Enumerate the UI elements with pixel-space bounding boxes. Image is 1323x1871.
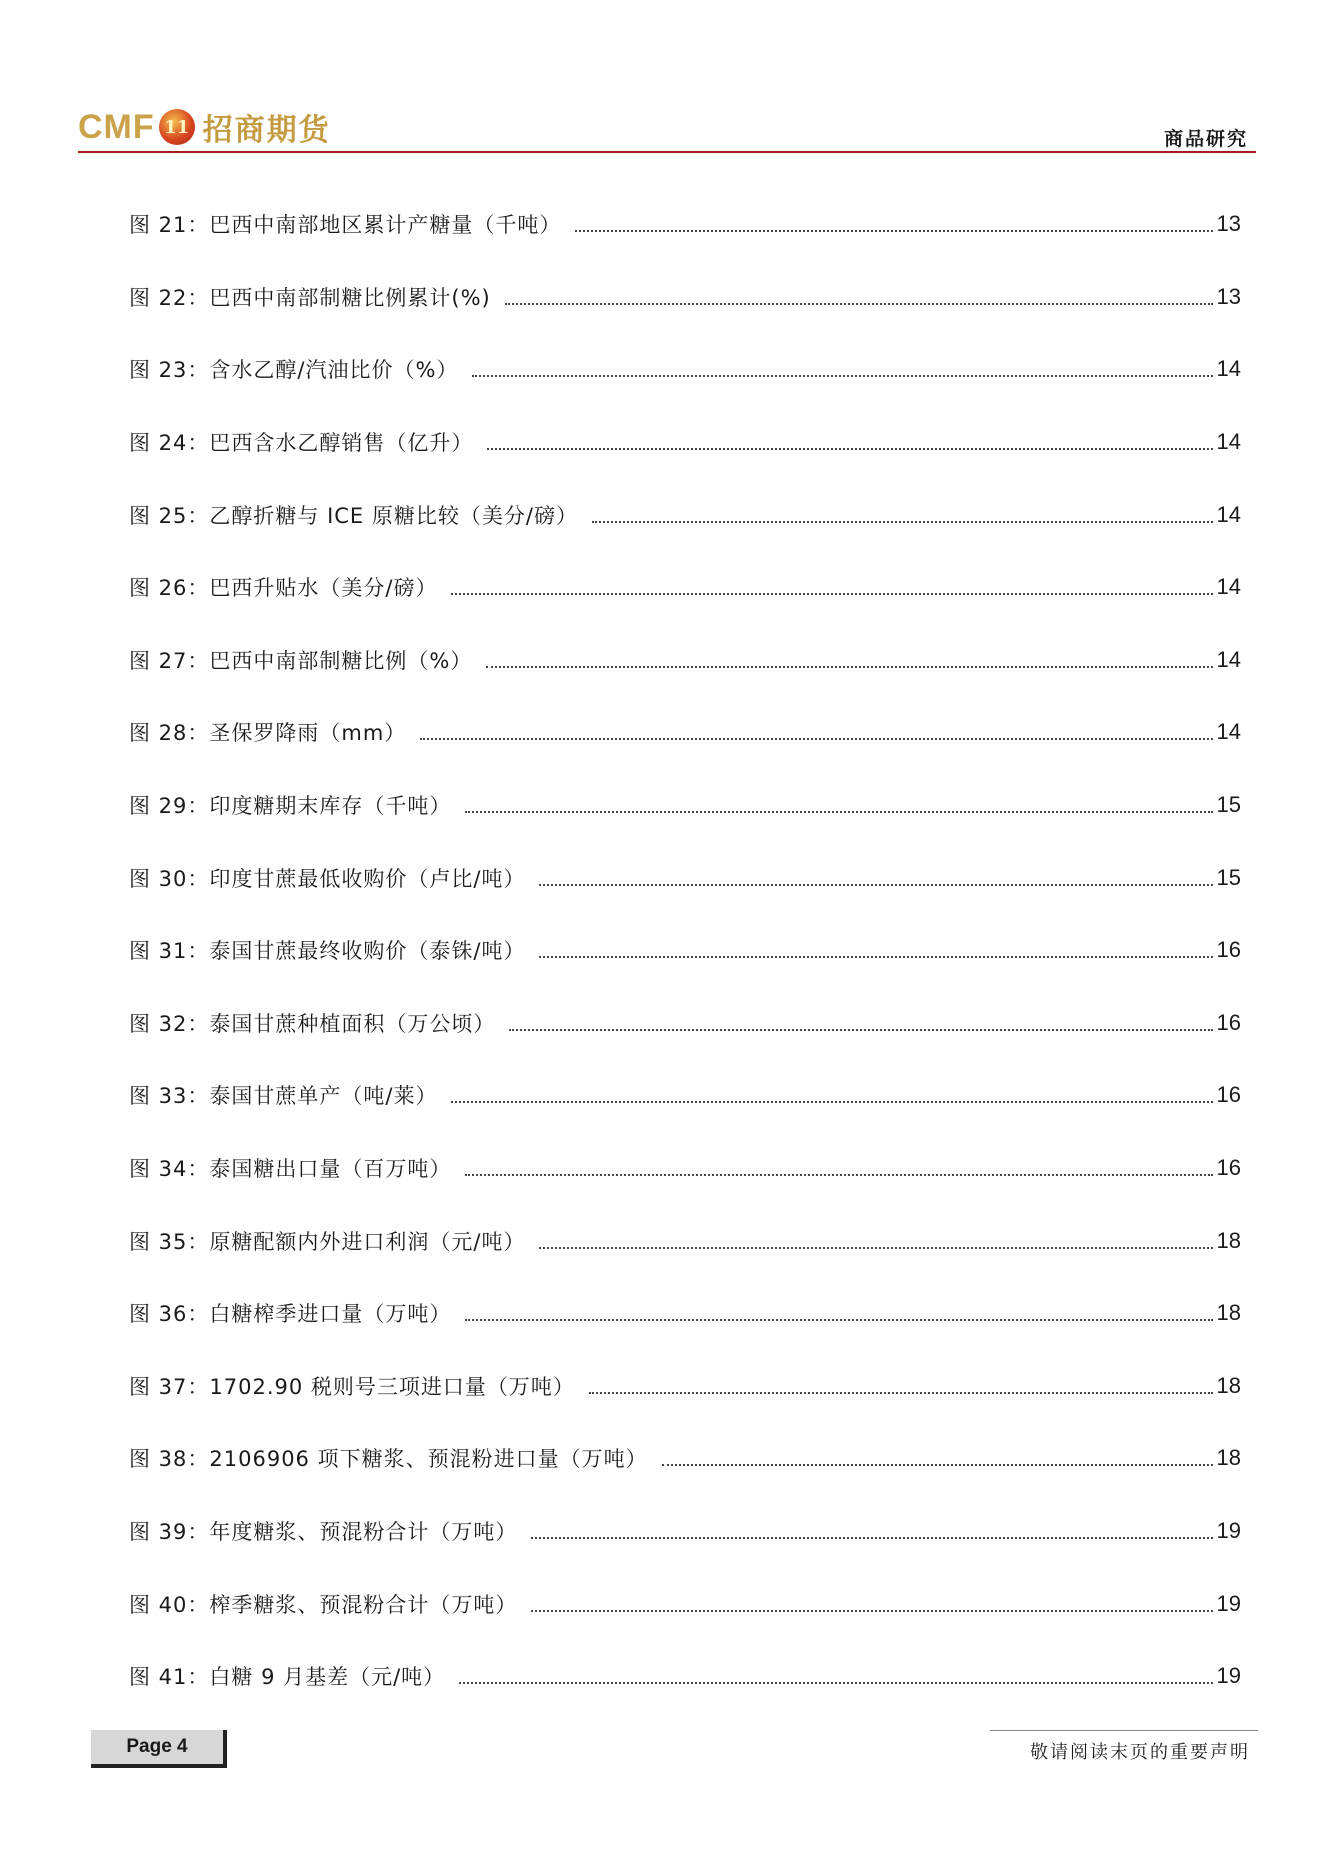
toc-entry[interactable]: [129, 188, 1241, 261]
toc-entry-title: 图 23：含水乙醇/汽油比价（%）: [129, 358, 459, 383]
toc-entry-title: 图 22：巴西中南部制糖比例累计(%): [129, 285, 491, 310]
toc-entry-page: 16: [1216, 1082, 1241, 1108]
toc-dot-leader: [486, 666, 1212, 668]
toc-entry-page: 19: [1216, 1590, 1241, 1616]
toc-entry-title: 图 37：1702.90 税则号三项进口量（万吨）: [129, 1374, 575, 1399]
toc-dot-leader: [465, 1319, 1212, 1321]
toc-entry-title: 图 39：年度糖浆、预混粉合计（万吨）: [129, 1519, 518, 1544]
toc-dot-leader: [539, 956, 1212, 958]
toc-entry[interactable]: [129, 841, 1241, 914]
toc-entry-title: 图 24：巴西含水乙醇销售（亿升）: [129, 431, 474, 456]
toc-entry[interactable]: [129, 624, 1241, 697]
toc-entry[interactable]: [129, 406, 1241, 479]
toc-entry-page: 16: [1216, 1009, 1241, 1035]
toc-entry[interactable]: [129, 1640, 1241, 1713]
header-divider: [78, 151, 1256, 153]
toc-entry[interactable]: [129, 1059, 1241, 1132]
page-header: [78, 104, 1256, 154]
toc-entry[interactable]: [129, 261, 1241, 334]
toc-entry[interactable]: [129, 1277, 1241, 1350]
toc-entry-page: 16: [1216, 937, 1241, 963]
toc-dot-leader: [531, 1537, 1212, 1539]
toc-entry[interactable]: [129, 1567, 1241, 1640]
toc-entry[interactable]: [129, 1495, 1241, 1568]
toc-dot-leader: [592, 521, 1213, 523]
toc-entry-title: 图 40：榨季糖浆、预混粉合计（万吨）: [129, 1592, 518, 1617]
toc-dot-leader: [487, 448, 1212, 450]
logo-company-name: 招商期货: [202, 113, 331, 148]
toc-entry-title: 图 21：巴西中南部地区累计产糖量（千吨）: [129, 213, 562, 238]
toc-entry[interactable]: [129, 1350, 1241, 1423]
toc-entry-page: 14: [1216, 719, 1241, 745]
toc-entry[interactable]: [129, 333, 1241, 406]
toc-dot-leader: [472, 375, 1212, 377]
toc-entry-title: 图 30：印度甘蔗最低收购价（卢比/吨）: [129, 866, 526, 891]
toc-dot-leader: [451, 593, 1212, 595]
toc-entry-title: 图 35：原糖配额内外进口利润（元/吨）: [129, 1229, 526, 1254]
toc-entry[interactable]: [129, 478, 1241, 551]
disclaimer-note: 敬请阅读末页的重要声明: [1030, 1742, 1250, 1763]
toc-entry-page: 14: [1216, 646, 1241, 672]
toc-entry-page: 19: [1216, 1517, 1241, 1543]
toc-entry-page: 16: [1216, 1155, 1241, 1181]
toc-entry-page: 14: [1216, 574, 1241, 600]
toc-entry-page: 15: [1216, 864, 1241, 890]
toc-entry-title: 图 28：圣保罗降雨（mm）: [129, 721, 407, 746]
toc-entry-title: 图 33：泰国甘蔗单产（吨/莱）: [129, 1084, 438, 1109]
toc-entry-page: 14: [1216, 429, 1241, 455]
toc-dot-leader: [505, 303, 1213, 305]
toc-entry-page: 19: [1216, 1663, 1241, 1689]
toc-dot-leader: [539, 884, 1212, 886]
toc-entry[interactable]: [129, 1132, 1241, 1205]
toc-dot-leader: [465, 811, 1212, 813]
toc-entry-page: 14: [1216, 356, 1241, 382]
toc-dot-leader: [509, 1029, 1212, 1031]
toc-dot-leader: [589, 1392, 1213, 1394]
toc-entry-page: 14: [1216, 501, 1241, 527]
toc-entry[interactable]: [129, 987, 1241, 1060]
toc-entry[interactable]: [129, 551, 1241, 624]
toc-entry-page: 18: [1216, 1227, 1241, 1253]
toc-dot-leader: [451, 1101, 1212, 1103]
toc-dot-leader: [575, 230, 1212, 232]
toc-entry-page: 18: [1216, 1372, 1241, 1398]
toc-dot-leader: [459, 1682, 1212, 1684]
toc-entry[interactable]: [129, 1204, 1241, 1277]
toc-dot-leader: [531, 1610, 1212, 1612]
toc-dot-leader: [539, 1247, 1212, 1249]
toc-entry-title: 图 27：巴西中南部制糖比例（%）: [129, 648, 473, 673]
toc-entry[interactable]: [129, 914, 1241, 987]
footer-divider: [990, 1730, 1258, 1731]
toc-entry-title: 图 32：泰国甘蔗种植面积（万公顷）: [129, 1011, 496, 1036]
toc-entry-title: 图 25：乙醇折糖与 ICE 原糖比较（美分/磅）: [129, 503, 578, 528]
toc-dot-leader: [465, 1174, 1212, 1176]
toc-entry-title: 图 41：白糖 9 月基差（元/吨）: [129, 1665, 446, 1690]
figure-index-list: [129, 188, 1241, 1712]
company-logo: [78, 104, 331, 150]
toc-entry-title: 图 34：泰国糖出口量（百万吨）: [129, 1157, 452, 1182]
toc-entry-title: 图 31：泰国甘蔗最终收购价（泰铢/吨）: [129, 939, 526, 964]
page-number-tab: Page 4: [91, 1730, 227, 1768]
toc-entry-title: 图 36：白糖榨季进口量（万吨）: [129, 1302, 452, 1327]
logo-emblem-icon: 11: [159, 109, 195, 145]
toc-entry-page: 13: [1216, 211, 1241, 237]
toc-entry-title: 图 26：巴西升贴水（美分/磅）: [129, 576, 438, 601]
toc-entry-page: 13: [1216, 283, 1241, 309]
section-label: 商品研究: [1163, 128, 1248, 150]
page-footer: [88, 1730, 1258, 1780]
toc-dot-leader: [420, 738, 1212, 740]
toc-entry[interactable]: [129, 1422, 1241, 1495]
toc-entry-title: 图 29：印度糖期末库存（千吨）: [129, 794, 452, 819]
toc-entry-page: 18: [1216, 1445, 1241, 1471]
toc-entry[interactable]: [129, 769, 1241, 842]
toc-entry-page: 18: [1216, 1300, 1241, 1326]
toc-entry-page: 15: [1216, 792, 1241, 818]
logo-cmf-text: CMF: [78, 107, 155, 146]
toc-dot-leader: [662, 1464, 1213, 1466]
toc-entry[interactable]: [129, 696, 1241, 769]
toc-entry-title: 图 38：2106906 项下糖浆、预混粉进口量（万吨）: [129, 1447, 648, 1472]
